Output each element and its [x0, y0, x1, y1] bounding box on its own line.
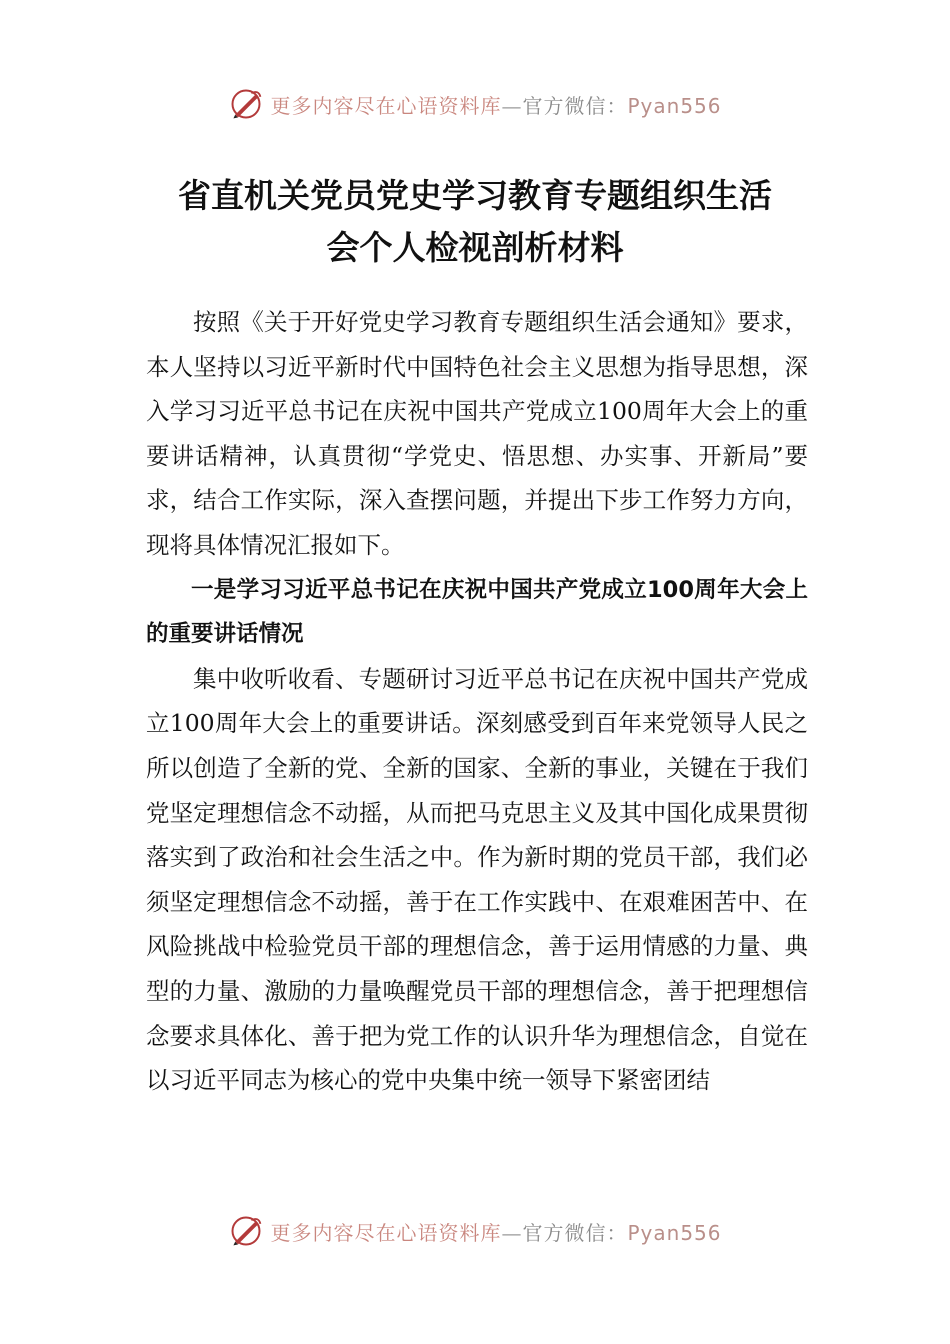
pen-logo-icon — [228, 86, 264, 122]
intro-paragraph: 按照《关于开好党史学习教育专题组织生活会通知》要求，本人坚持以习近平新时代中国特色社会主义思想为指导思想，深入学习习近平总书记在庆祝中国共产党成立100周年大会上的重要讲话精神，认真贯彻“学党史、悟思想、办实事、开新局”要求，结合工作实际，深入查摆问题，并提出下步工作努力方向，现将具体情况汇报如下。 — [146, 308, 808, 559]
watermark-separator: — — [501, 93, 523, 118]
watermark-text — [270, 1217, 721, 1246]
pen-logo-icon — [228, 1213, 264, 1249]
footer-watermark — [0, 1211, 950, 1251]
watermark-text — [270, 90, 721, 119]
header-watermark — [0, 84, 950, 124]
watermark-main: 更多内容尽在心语资料库 — [270, 93, 502, 118]
document-title — [140, 170, 810, 274]
watermark-separator: — — [501, 1220, 523, 1245]
watermark-id: Pyan556 — [627, 1220, 722, 1245]
watermark-id: Pyan556 — [627, 93, 722, 118]
title-line-2: 会个人检视剖析材料 — [326, 228, 624, 267]
title-line-1: 省直机关党员党史学习教育专题组织生活 — [178, 176, 772, 215]
watermark-official: 官方微信： — [522, 1220, 628, 1245]
section-heading-1: 一是学习习近平总书记在庆祝中国共产党成立100周年大会上的重要讲话情况 — [146, 576, 808, 648]
watermark-official: 官方微信： — [522, 93, 628, 118]
document-body — [146, 300, 808, 1103]
body-paragraph-1: 集中收听收看、专题研讨习近平总书记在庆祝中国共产党成立100周年大会上的重要讲话。深刻感受到百年来党领导人民之所以创造了全新的党、全新的国家、全新的事业，关键在于我们党坚定理想信念不动摇，从而把马克思主义及其中国化成果贯彻落实到了政治和社会生活之中。作为新时期的党员干部，我们必须坚定理想信念不动摇，善于在工作实践中、在艰难困苦中、在风险挑战中检验党员干部的理想信念，善于运用情感的力量、典型的力量、激励的力量唤醒党员干部的理想信念，善于把理想信念要求具体化、善于把为党工作的认识升华为理想信念，自觉在以习近平同志为核心的党中央集中统一领导下紧密团结 — [146, 664, 808, 1095]
watermark-main: 更多内容尽在心语资料库 — [270, 1220, 502, 1245]
